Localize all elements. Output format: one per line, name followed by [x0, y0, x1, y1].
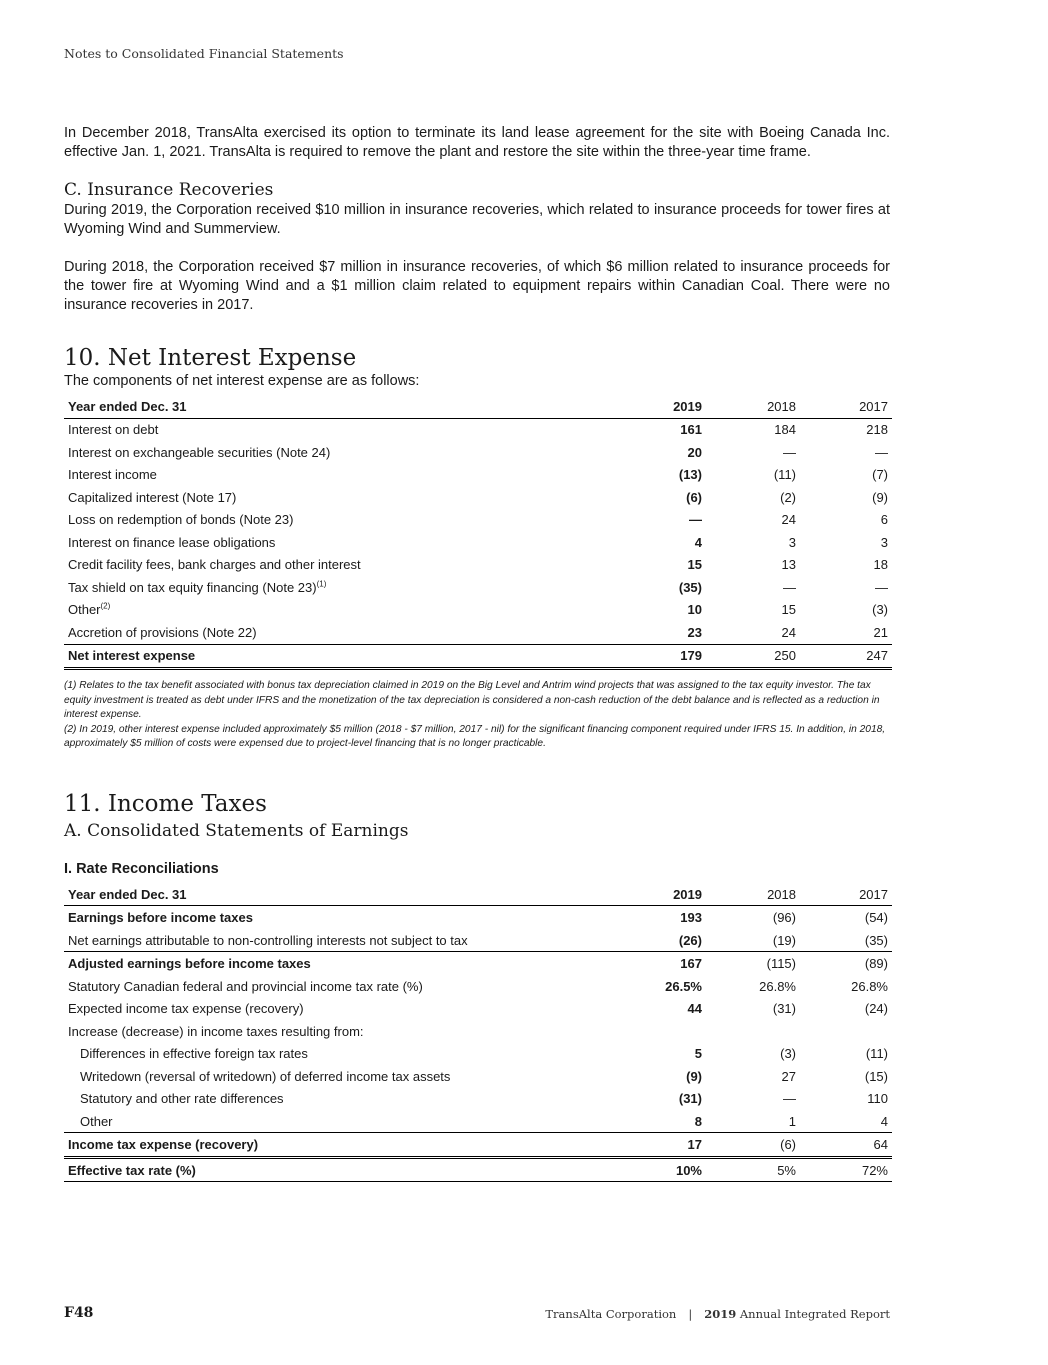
value-2017: 6	[880, 512, 888, 528]
total-label: Net interest expense	[64, 644, 602, 669]
value-2018: 13	[781, 557, 796, 573]
value-2018: (96)	[772, 910, 796, 926]
footnotes	[64, 679, 890, 752]
table-row	[64, 906, 892, 929]
value-2018: —	[783, 444, 796, 460]
row-label: Increase (decrease) in income taxes resulting from:	[68, 1023, 364, 1039]
row-label: Earnings before income taxes	[68, 910, 253, 926]
value-2017: 26.8%	[851, 978, 888, 994]
row-label: Effective tax rate (%)	[64, 1157, 602, 1182]
value-2019: 23	[602, 621, 708, 644]
column-header-label: Year ended Dec. 31	[64, 883, 602, 906]
value-2017: (9)	[872, 489, 888, 505]
row-label	[64, 599, 602, 622]
row-label	[64, 576, 602, 599]
footnote-1: (1) Relates to the tax benefit associated with bonus tax depreciation claimed in 2019 on the Big Level and Antrim wind projects that was assigned to the tax equity investor. The tax equity investment is treated as debt under IFRS and the monetization of the tax depreciation is considered a non-cash reduction of the debt balance and is reflected as a reduction in interest expense.	[64, 680, 880, 721]
value-2018: (19)	[708, 929, 800, 952]
total-2017: 247	[800, 644, 892, 669]
value-2019: (13)	[678, 467, 702, 483]
value-2017: 18	[873, 557, 888, 573]
row-label: Statutory and other rate differences	[80, 1091, 284, 1107]
value-2018: 3	[788, 534, 796, 550]
value-2017: (35)	[800, 929, 892, 952]
value-2018: 1	[708, 1110, 800, 1133]
value-2018: 5%	[708, 1157, 800, 1182]
row-label-text: Other	[68, 602, 101, 618]
value-2017: (15)	[864, 1068, 888, 1084]
table-header-row	[64, 395, 892, 418]
value-2019: 10	[687, 602, 702, 618]
column-header-2017: 2017	[800, 883, 892, 906]
value-2017: 4	[800, 1110, 892, 1133]
value-2019: 15	[687, 557, 702, 573]
value-2018: 24	[708, 621, 800, 644]
table-row	[64, 464, 892, 487]
value-2018: —	[783, 579, 796, 595]
value-2017: 110	[867, 1091, 888, 1107]
value-2019: 161	[680, 422, 702, 438]
column-header-label: Year ended Dec. 31	[64, 395, 602, 418]
table-header-row	[64, 883, 892, 906]
value-2019: 5	[694, 1046, 702, 1062]
value-2017	[800, 1020, 892, 1043]
footer-company: TransAlta Corporation	[545, 1307, 677, 1321]
footnote-marker: (1)	[316, 579, 327, 589]
net-interest-lead: The components of net interest expense are as follows:	[64, 373, 420, 389]
value-2018: (6)	[708, 1133, 800, 1158]
row-label: Loss on redemption of bonds (Note 23)	[68, 512, 294, 528]
footer-year: 2019	[704, 1307, 737, 1321]
value-2017: 64	[800, 1133, 892, 1158]
page-content	[64, 124, 890, 1182]
footnote-2: (2) In 2019, other interest expense included approximately $5 million (2018 - $7 million, 2017 - nil) for the significant financing component required under IFRS 15. In addition, in 2018, approximately $5 million of costs were expensed due to project-level financing that is no longer practicable.	[64, 723, 886, 750]
value-2017: (54)	[864, 910, 888, 926]
table-row	[64, 441, 892, 464]
row-label: Writedown (reversal of writedown) of deferred income tax assets	[80, 1068, 451, 1084]
row-label: Accretion of provisions (Note 22)	[64, 621, 602, 644]
value-2017: (7)	[872, 467, 888, 483]
footer-separator: |	[688, 1307, 693, 1321]
value-2018: (2)	[780, 489, 796, 505]
row-label: Net earnings attributable to non-controlling interests not subject to tax	[64, 929, 602, 952]
table-row	[64, 952, 892, 975]
table-row	[64, 599, 892, 622]
income-taxes-heading: 11. Income Taxes	[64, 790, 267, 817]
footer-report: Annual Integrated Report	[739, 1307, 890, 1321]
total-row	[64, 644, 892, 669]
value-2019: 4	[694, 534, 702, 550]
rate-reconciliations-heading: I. Rate Reconciliations	[64, 860, 219, 877]
row-label: Income tax expense (recovery)	[64, 1133, 602, 1158]
value-2019: (9)	[686, 1068, 702, 1084]
value-2019: 20	[687, 444, 702, 460]
table-row	[64, 1157, 892, 1182]
total-row	[64, 1133, 892, 1158]
table-row	[64, 929, 892, 952]
row-label: Statutory Canadian federal and provincial income tax rate (%)	[68, 978, 423, 994]
table-row	[64, 486, 892, 509]
value-2019: —	[689, 512, 702, 528]
table-row	[64, 621, 892, 644]
table-row	[64, 554, 892, 577]
page-footer	[545, 1307, 890, 1321]
value-2018: 184	[774, 422, 796, 438]
value-2017: (89)	[864, 956, 888, 972]
table-row	[64, 418, 892, 441]
table-row	[64, 1110, 892, 1133]
row-label: Interest on debt	[68, 422, 159, 438]
value-2018: 26.8%	[759, 978, 796, 994]
page-header: Notes to Consolidated Financial Statements	[64, 46, 344, 61]
column-header-2018: 2018	[708, 395, 800, 418]
value-2017: —	[875, 444, 888, 460]
insurance-heading: C. Insurance Recoveries	[64, 180, 274, 200]
column-header-2018: 2018	[708, 883, 800, 906]
table-row	[64, 1087, 892, 1110]
page-number: F48	[64, 1305, 94, 1321]
net-interest-table	[64, 395, 892, 670]
income-taxes-subheading: A. Consolidated Statements of Earnings	[64, 820, 409, 841]
net-interest-heading: 10. Net Interest Expense	[64, 345, 357, 371]
insurance-paragraph-1: During 2019, the Corporation received $10 million in insurance recoveries, which related to insurance proceeds for tower fires at Wyoming Wind and Summerview.	[64, 202, 890, 237]
value-2019: 10%	[602, 1157, 708, 1182]
total-2018: 250	[708, 644, 800, 669]
value-2018: 27	[781, 1068, 796, 1084]
column-header-2019: 2019	[602, 883, 708, 906]
table-row	[64, 997, 892, 1020]
row-label: Other	[64, 1110, 602, 1133]
table-row	[64, 531, 892, 554]
column-header-2019: 2019	[602, 395, 708, 418]
value-2019: 8	[602, 1110, 708, 1133]
value-2018: (115)	[766, 956, 796, 972]
intro-paragraph: In December 2018, TransAlta exercised its option to terminate its land lease agreement for the site with Boeing Canada Inc. effective Jan. 1, 2021. TransAlta is required to remove the plant and restore the site within the three-year time frame.	[64, 125, 890, 160]
value-2019: 44	[687, 1001, 702, 1017]
value-2018: (3)	[780, 1046, 796, 1062]
value-2017: 72%	[800, 1157, 892, 1182]
value-2017: (3)	[872, 602, 888, 618]
value-2019: (31)	[678, 1091, 702, 1107]
row-label: Adjusted earnings before income taxes	[68, 956, 311, 972]
value-2018: —	[783, 1091, 796, 1107]
value-2019: (35)	[678, 579, 702, 595]
value-2019: (26)	[602, 929, 708, 952]
insurance-paragraph-2: During 2018, the Corporation received $7 million in insurance recoveries, of which $6 million related to insurance proceeds for the tower fire at Wyoming Wind and a $1 million claim related to equipment repairs within Canadian Coal. There were no insurance recoveries in 2017.	[64, 259, 890, 313]
row-label: Interest on exchangeable securities (Note 24)	[68, 444, 331, 460]
value-2018: 24	[781, 512, 796, 528]
value-2017: (24)	[864, 1001, 888, 1017]
table-row	[64, 576, 892, 599]
row-label: Expected income tax expense (recovery)	[68, 1001, 304, 1017]
value-2018: 15	[781, 602, 796, 618]
total-2019: 179	[602, 644, 708, 669]
footnote-marker: (2)	[100, 601, 111, 611]
value-2019: 167	[680, 956, 702, 972]
value-2017: 218	[866, 422, 888, 438]
table-row	[64, 975, 892, 998]
rate-reconciliation-table	[64, 883, 892, 1183]
row-label-text: Tax shield on tax equity financing (Note 23)	[68, 579, 317, 595]
table-row	[64, 1065, 892, 1088]
table-row	[64, 1042, 892, 1065]
row-label: Capitalized interest (Note 17)	[68, 489, 237, 505]
value-2017: —	[875, 579, 888, 595]
value-2019: 26.5%	[665, 978, 702, 994]
column-header-2017: 2017	[800, 395, 892, 418]
row-label: Interest income	[68, 467, 157, 483]
value-2019: 193	[680, 910, 702, 926]
value-2017: (11)	[865, 1046, 888, 1062]
row-label: Differences in effective foreign tax rates	[80, 1046, 308, 1062]
row-label: Credit facility fees, bank charges and other interest	[68, 557, 361, 573]
row-label: Interest on finance lease obligations	[68, 534, 276, 550]
value-2019	[602, 1020, 708, 1043]
value-2018: (31)	[772, 1001, 796, 1017]
value-2018	[708, 1020, 800, 1043]
value-2019: (6)	[686, 489, 702, 505]
table-row	[64, 1020, 892, 1043]
value-2019: 17	[602, 1133, 708, 1158]
value-2018: (11)	[773, 467, 796, 483]
value-2017: 3	[880, 534, 888, 550]
table-row	[64, 509, 892, 532]
value-2017: 21	[800, 621, 892, 644]
